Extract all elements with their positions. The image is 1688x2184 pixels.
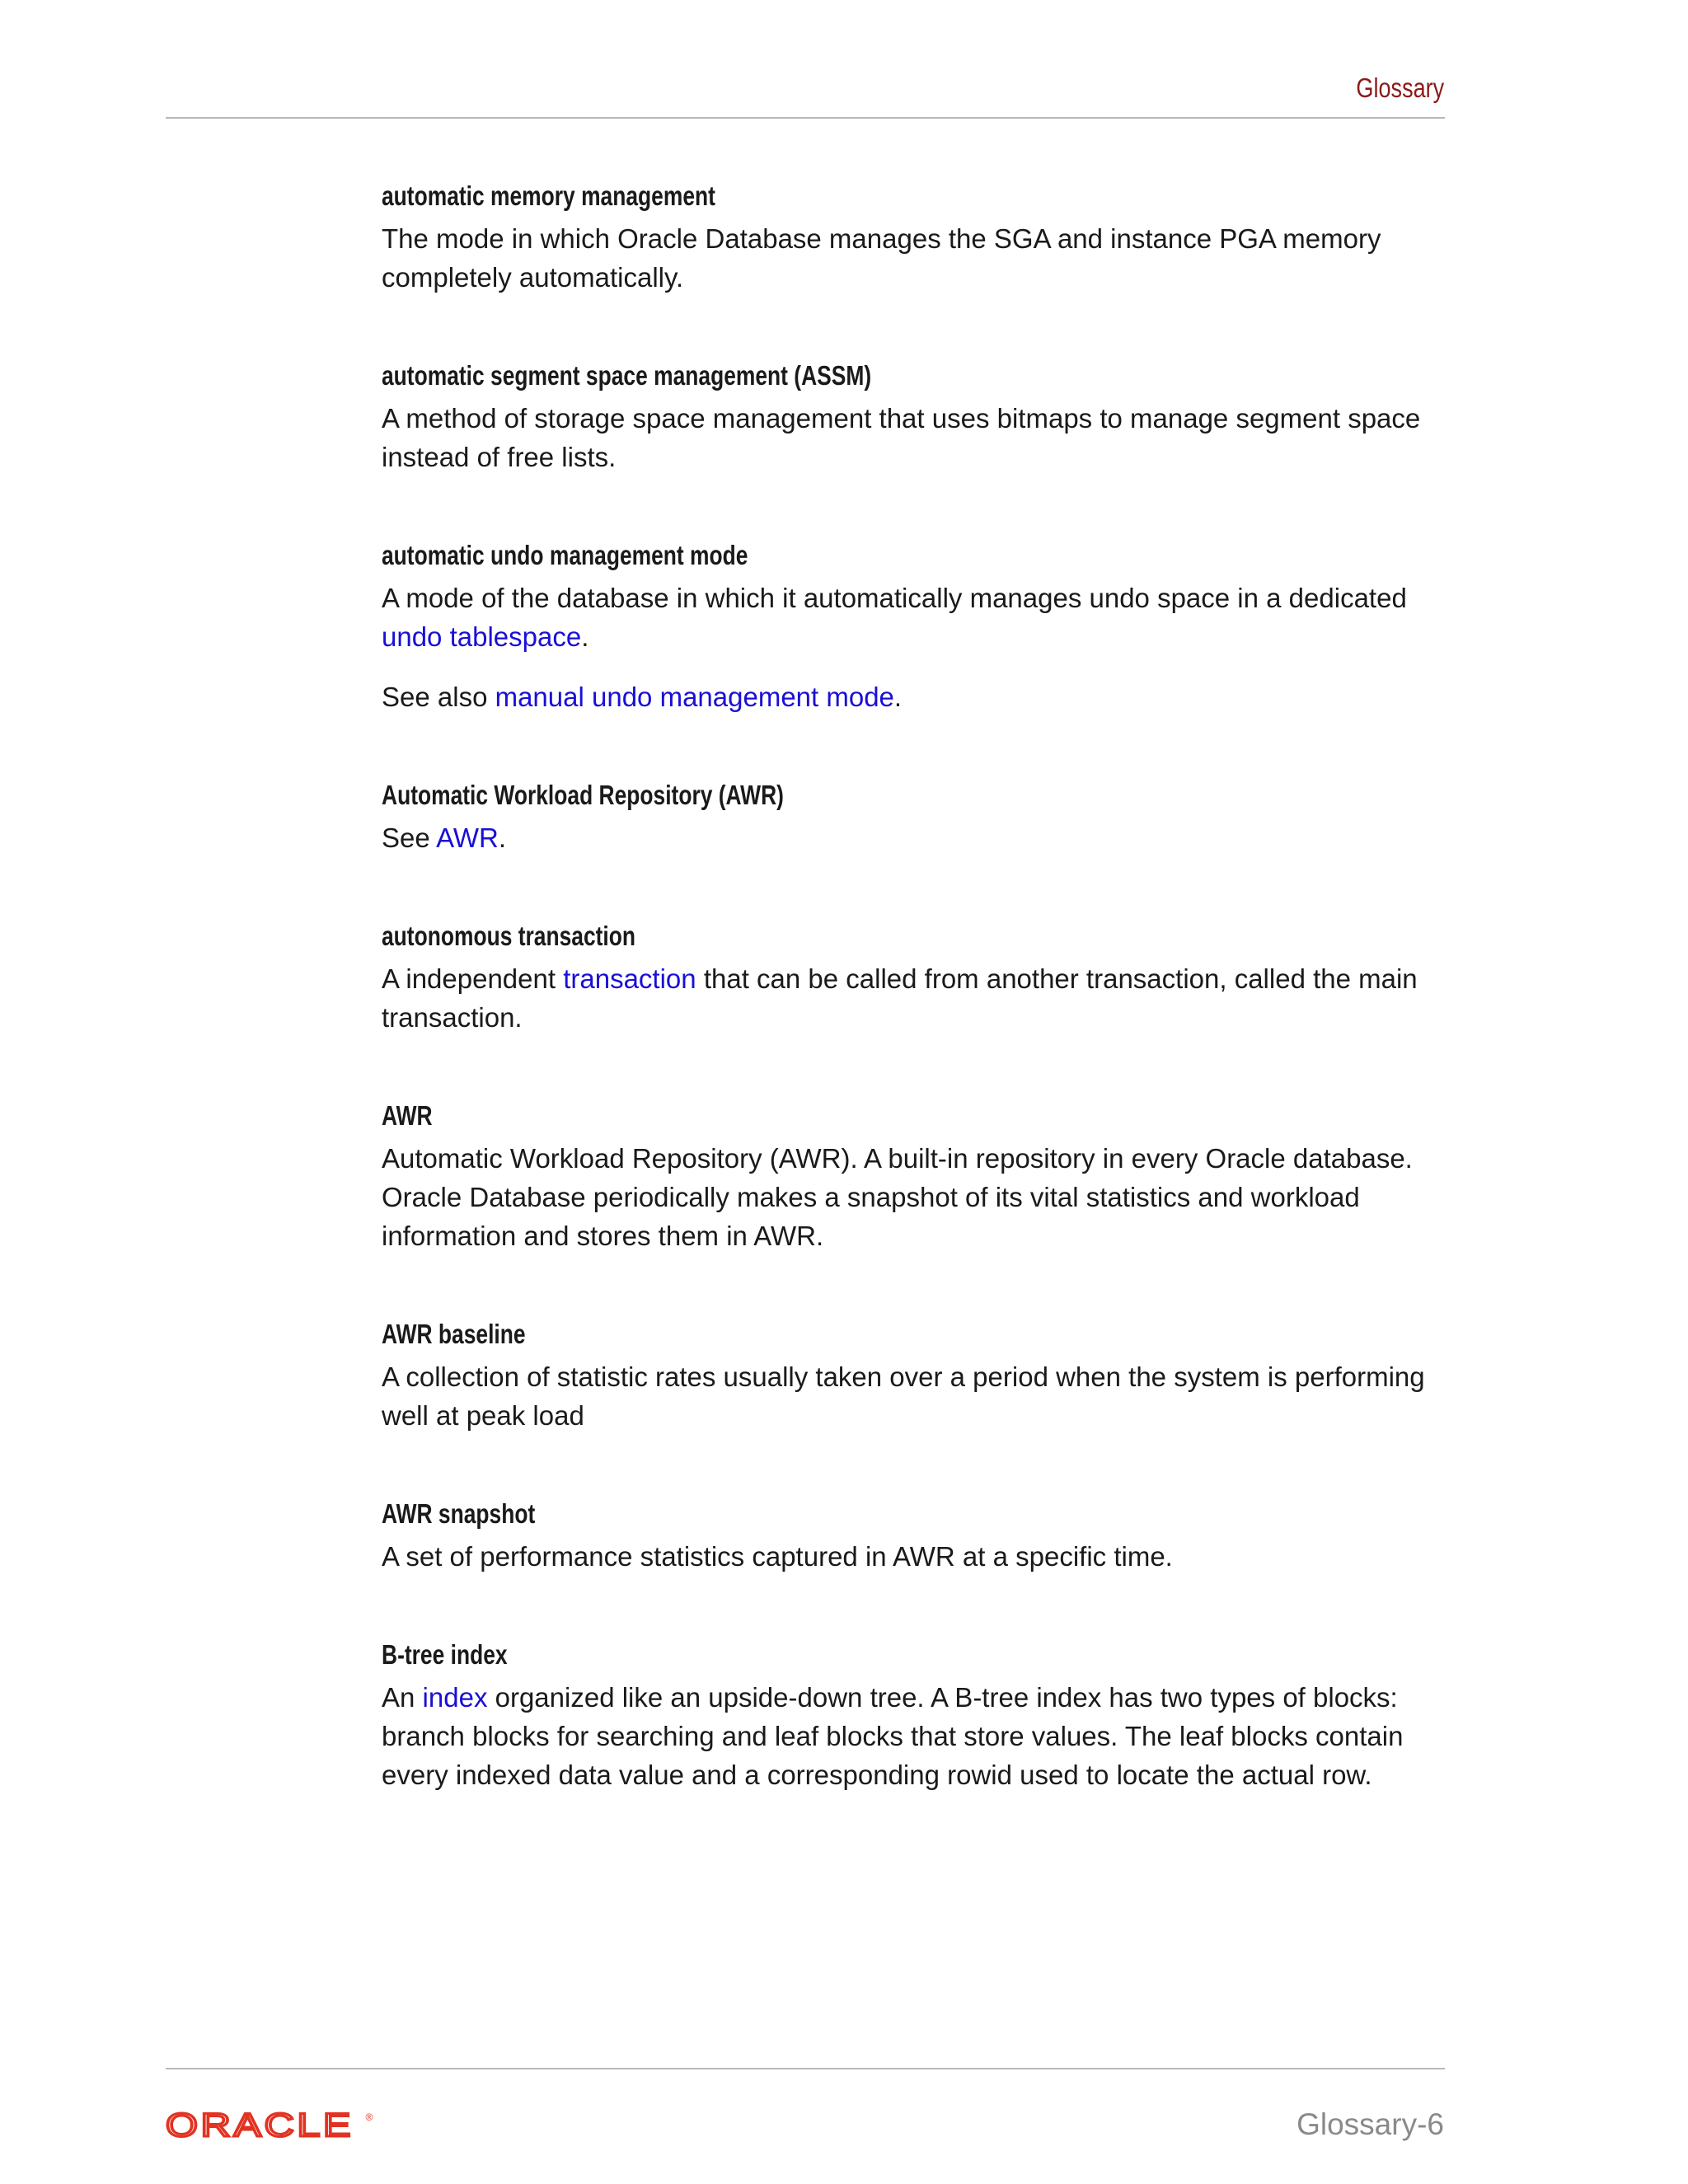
footer-divider [166,2068,1445,2069]
definition-text: organized like an upside-down tree. A B-tree index has two types of blocks: branch blocks for searching and leaf blocks that store values. The leaf blocks contain every indexed data value and a corresponding rowid used to locate the actual row. [382,1682,1404,1790]
glossary-definition [382,399,1453,476]
glossary-entry [382,776,1453,857]
glossary-entry [382,916,1453,1037]
glossary-term: B-tree index [382,1639,508,1670]
glossary-entries [382,176,1453,1854]
header-divider [166,117,1445,119]
definition-text: See [382,823,437,853]
definition-text: An [382,1682,423,1713]
glossary-term: AWR baseline [382,1319,526,1349]
glossary-cross-reference-link[interactable]: manual undo management mode [495,682,894,712]
oracle-logo-text: ORACLE [166,2107,354,2144]
glossary-entry [382,1635,1453,1794]
glossary-definition [382,818,1453,857]
definition-text: A collection of statistic rates usually taken over a period when the system is performing well at peak load [382,1361,1425,1431]
glossary-definition [382,219,1453,297]
running-header-title: Glossary [1356,73,1444,103]
glossary-definition [382,1678,1453,1794]
definition-text: A set of performance statistics captured in AWR at a specific time. [382,1541,1173,1572]
glossary-cross-reference-link[interactable]: undo tablespace [382,621,582,652]
definition-text: A independent [382,963,564,994]
glossary-term: automatic segment space management (ASSM) [382,360,872,391]
glossary-entry [382,1315,1453,1435]
glossary-definition [382,959,1453,1037]
glossary-cross-reference-link[interactable]: index [422,1682,488,1713]
definition-text: . [498,823,507,853]
glossary-entry [382,176,1453,297]
glossary-entry [382,1494,1453,1576]
glossary-cross-reference-link[interactable]: AWR [436,823,499,853]
glossary-term: automatic undo management mode [382,540,748,570]
glossary-definition [382,677,1453,716]
registered-mark: ® [365,2111,373,2123]
glossary-term: AWR snapshot [382,1498,536,1529]
glossary-term: autonomous transaction [382,921,636,951]
glossary-term: Automatic Workload Repository (AWR) [382,780,784,810]
definition-text: Automatic Workload Repository (AWR). A built-in repository in every Oracle database. Oracle Database periodically makes a snapshot of its vital statistics and workload information and stores them in AWR. [382,1143,1413,1251]
definition-text: . [893,682,903,712]
definition-text: See also [382,682,495,712]
definition-text: that can be called from another transaction, called the main transaction. [382,963,1418,1033]
glossary-cross-reference-link[interactable]: transaction [563,963,696,994]
glossary-entry [382,536,1453,716]
glossary-entry [382,1096,1453,1255]
glossary-definition [382,1537,1453,1576]
definition-text: A method of storage space management that uses bitmaps to manage segment space instead of free lists. [382,403,1421,472]
page-number: Glossary-6 [1296,2107,1444,2141]
definition-text: The mode in which Oracle Database manages the SGA and instance PGA memory completely automatically. [382,223,1381,293]
definition-text: . [581,621,589,652]
glossary-term: automatic memory management [382,180,715,211]
glossary-definition [382,579,1453,656]
glossary-term: AWR [382,1100,433,1131]
definition-text: A mode of the database in which it automatically manages undo space in a dedicated [382,583,1407,613]
glossary-definition [382,1357,1453,1435]
glossary-entry [382,356,1453,476]
glossary-definition [382,1139,1453,1255]
oracle-logo [166,2107,373,2144]
